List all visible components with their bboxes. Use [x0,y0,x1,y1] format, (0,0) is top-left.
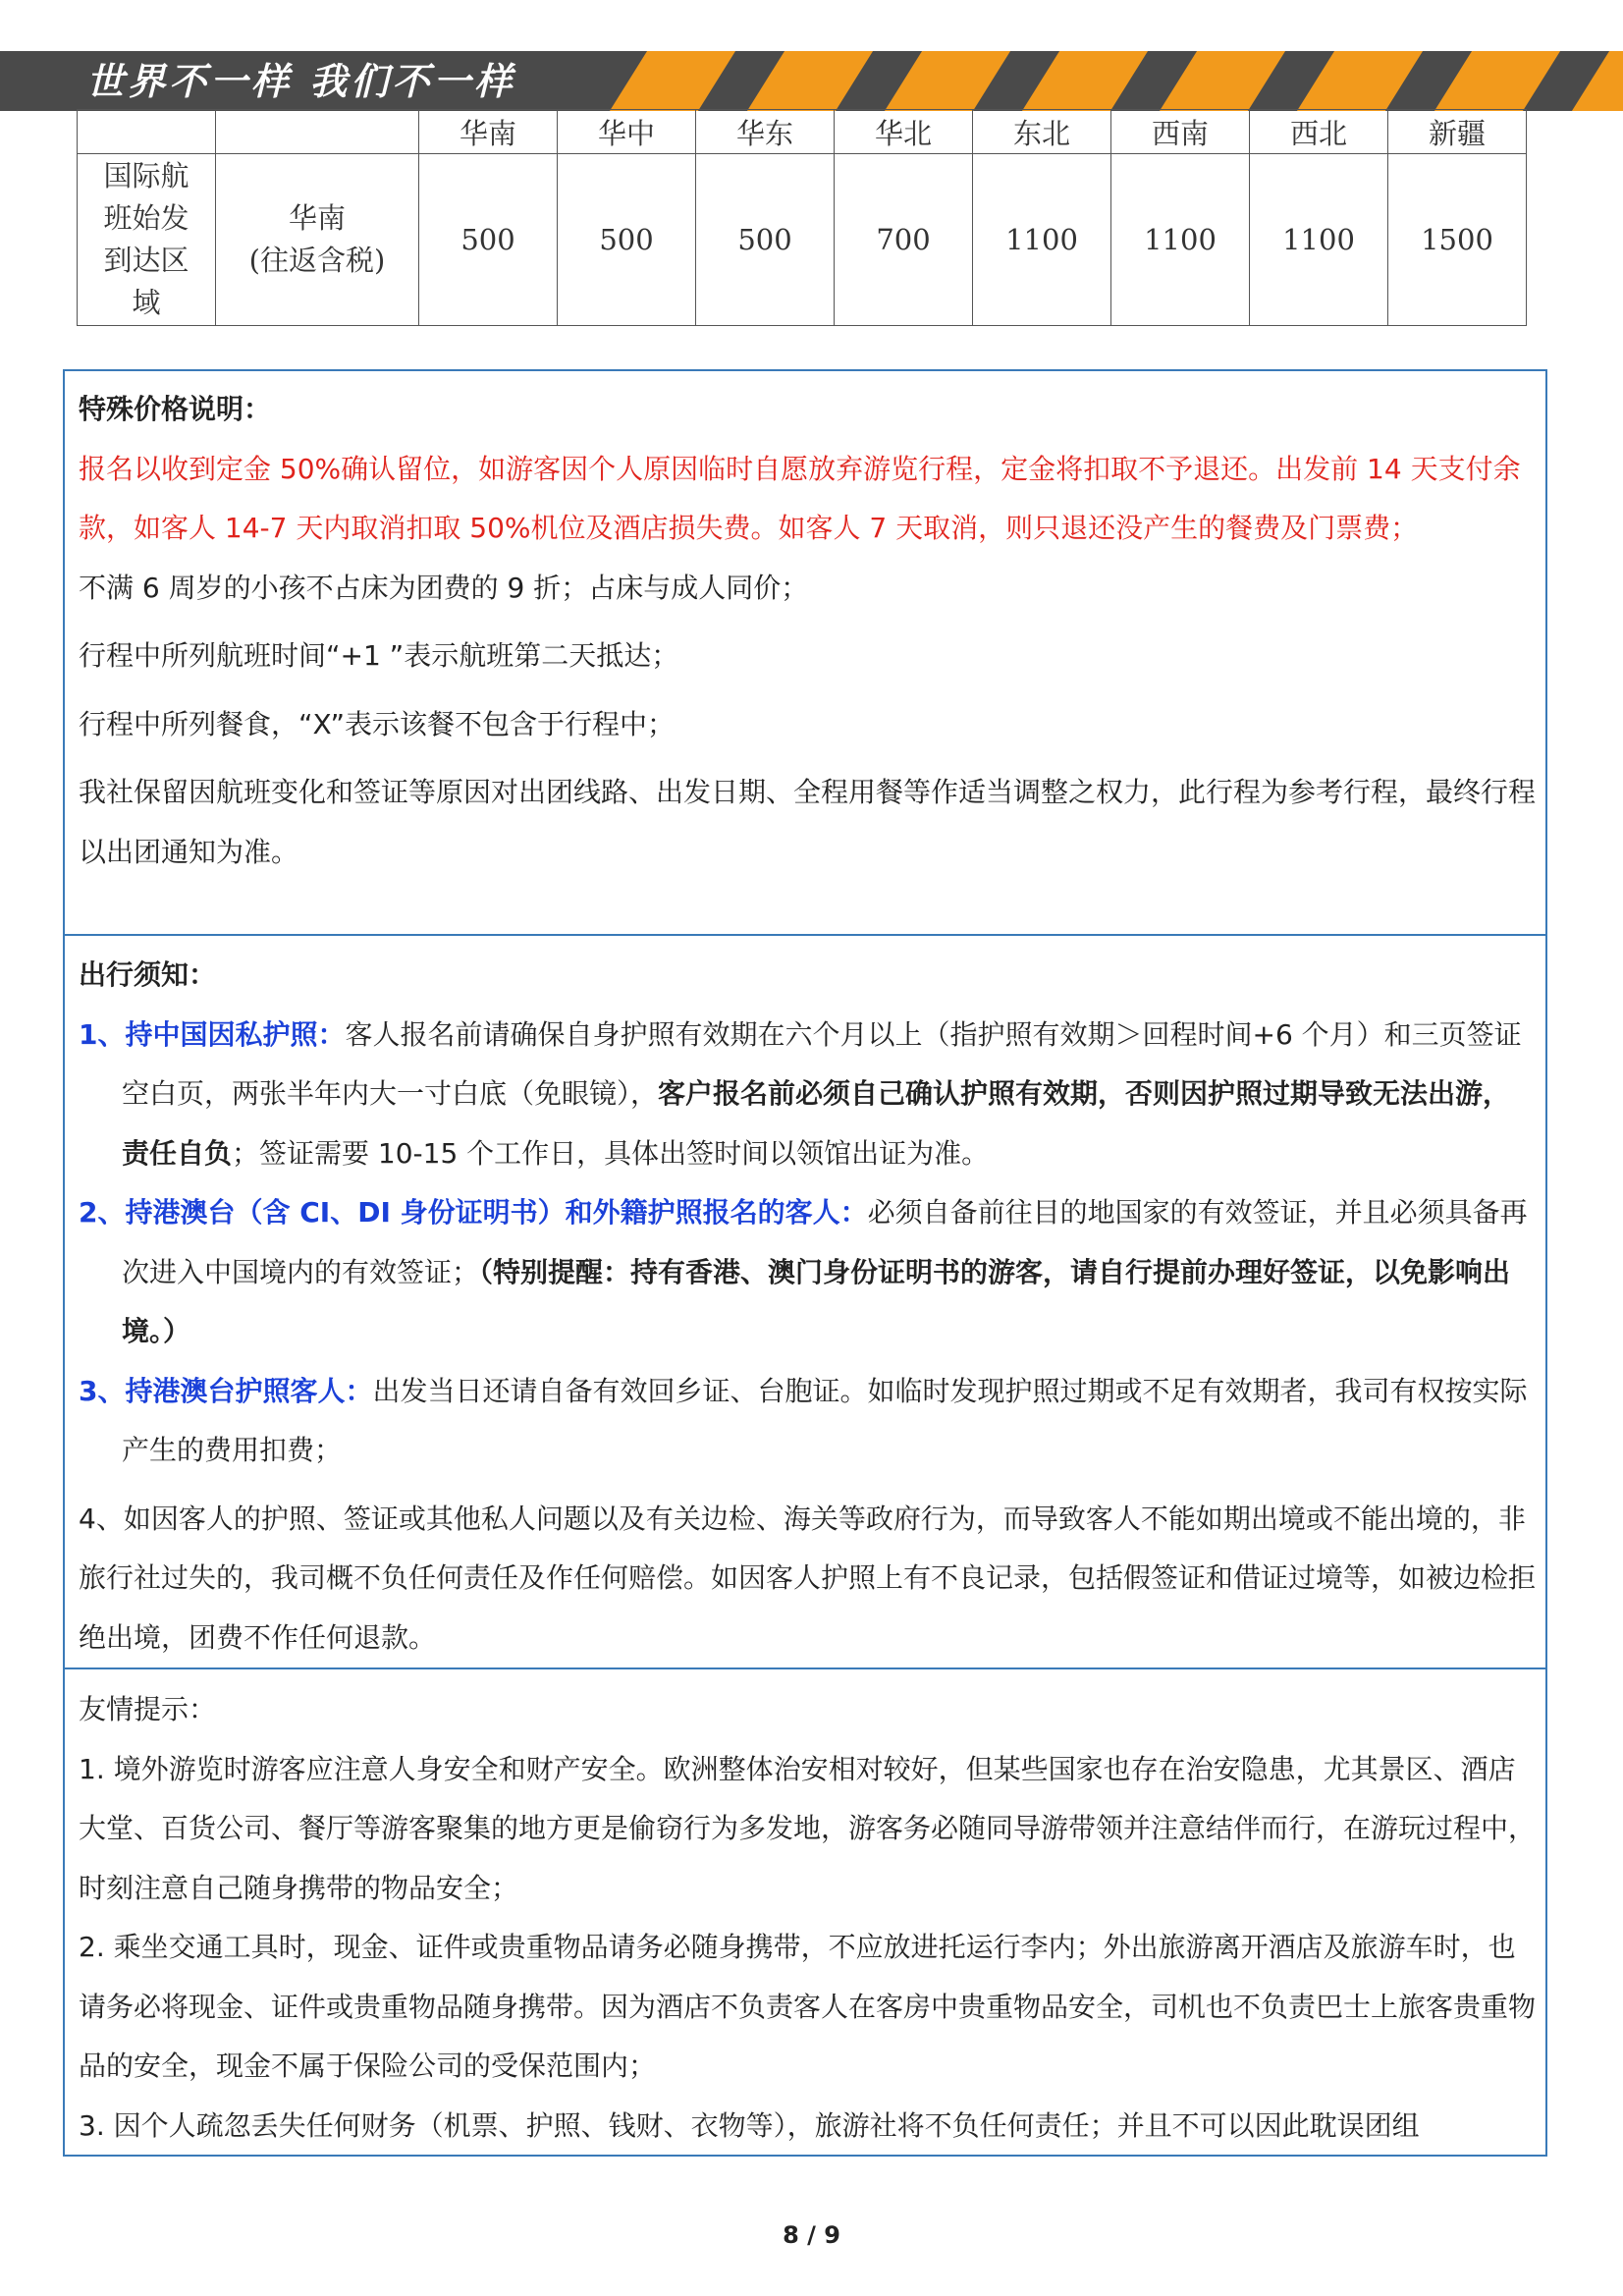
banner-stripe [610,51,735,111]
region-header: 华北 [835,110,973,154]
banner-slogan: 世界不一样 我们不一样 [86,59,516,103]
row-label-cell [78,154,216,326]
flight-time-note: 行程中所列航班时间“+1 ”表示航班第二天抵达； [79,639,679,672]
section-divider [63,1667,1547,1669]
notice-item-1-tail: ；签证需要 10-15 个工作日，具体出签时间以领馆出证为准。 [232,1136,990,1170]
section-divider [63,934,1547,936]
notice-item-3 [79,1362,1538,1481]
banner-stripe [1297,51,1423,111]
child-price-note: 不满 6 周岁的小孩不占床为团费的 9 折；占床与成人同价； [79,571,809,604]
region-header: 华南 [419,110,558,154]
price-cell: 700 [835,154,973,326]
region-header: 东北 [973,110,1111,154]
notice-item-3-label: 3、持港澳台护照客人： [79,1374,373,1407]
price-cell: 500 [696,154,835,326]
region-header: 新疆 [1388,110,1527,154]
header-banner [0,51,1623,111]
notice-item-1-label: 1、持中国因私护照： [79,1017,346,1051]
deposit-policy-text: 报名以收到定金 50%确认留位，如游客因个人原因临时自愿放弃游览行程，定金将扣取不予退还。出发前 14 天支付余款，如客人 14-7 天内取消扣取 50%机位及酒店损失费。如客人 7 天取消，则只退还没产生的餐费及门票费； [79,452,1521,544]
table-header-row [78,110,1527,154]
notice-item-2-label: 2、持港澳台（含 CI、DI 身份证明书）和外籍护照报名的客人： [79,1196,868,1229]
notice-item-4: 4、如因客人的护照、签证或其他私人问题以及有关边检、海关等政府行为，而导致客人不能如期出境或不能出境的，非旅行社过失的，我司概不负任何责任及作任何赔偿。如因客人护照上有不良记录，包括假签证和借证过境等，如被边检拒绝出境，团费不作任何退款。 [79,1502,1537,1654]
travel-notice-title: 出行须知： [79,958,217,991]
meal-note: 行程中所列餐食，“X”表示该餐不包含于行程中； [79,707,676,740]
region-header: 西南 [1111,110,1250,154]
banner-stripe [1160,51,1285,111]
banner-stripe [885,51,1010,111]
page-number: 8 / 9 [783,2221,840,2249]
banner-stripe [1022,51,1148,111]
region-header: 华东 [696,110,835,154]
friendly-tips-section [79,1680,1538,2156]
price-cell: 500 [558,154,696,326]
banner-stripe [1572,51,1623,111]
banner-stripe [1434,51,1560,111]
notice-item-3-text: 出发当日还请自备有效回乡证、台胞证。如临时发现护照过期或不足有效期者，我司有权按实际产生的费用扣费； [122,1374,1528,1466]
row-label-line: 班始发 [103,201,189,235]
notice-item-2-bold: （特别提醒：持有香港、澳门身份证明书的游客，请自行提前办理好签证，以免影响出境。） [122,1255,1511,1347]
friendly-tips-title: 友情提示： [79,1693,217,1725]
price-cell: 1100 [1250,154,1388,326]
tip-2: 2. 乘坐交通工具时，现金、证件或贵重物品请务必随身携带，不应放进托运行李内；外出旅游离开酒店及旅游车时，也请务必将现金、证件或贵重物品随身携带。因为酒店不负责客人在客房中贵重物品安全，司机也不负责巴士上旅客贵重物品的安全，现金不属于保险公司的受保范围内； [79,1931,1537,2082]
table-header-blank [216,110,419,154]
price-cell: 1100 [973,154,1111,326]
origin-line: 华南 [288,201,346,235]
row-label-line: 到达区 [103,244,189,277]
tip-1: 1. 境外游览时游客应注意人身安全和财产安全。欧洲整体治安相对较好，但某些国家也存在治安隐患，尤其景区、酒店大堂、百货公司、餐厅等游客聚集的地方更是偷窃行为多发地，游客务必随同导游带领并注意结伴而行，在游玩过程中，时刻注意自己随身携带的物品安全； [79,1752,1537,1904]
table-row [78,154,1527,326]
row-label-line: 域 [132,286,161,319]
origin-cell [216,154,419,326]
table-header-blank [78,110,216,154]
row-label-line: 国际航 [103,159,189,192]
notice-item-2-text: 必须自备前往目的地国家的有效签证，并且必须具备再次进入中国境内的有效签证； [122,1196,1528,1288]
banner-stripe [747,51,873,111]
notice-item-1-text: 客人报名前请确保自身护照有效期在六个月以上（指护照有效期＞回程时间+6 个月）和三页签证空白页，两张半年内大一寸白底（免眼镜）， [122,1017,1522,1110]
special-price-title: 特殊价格说明： [79,393,272,425]
region-header: 华中 [558,110,696,154]
notice-item-1 [79,1006,1538,1184]
region-header: 西北 [1250,110,1388,154]
notice-item-1-bold: 客户报名前必须自己确认护照有效期，否则因护照过期导致无法出游，责任自负 [122,1077,1511,1170]
price-cell: 1500 [1388,154,1527,326]
special-price-section [79,380,1538,882]
origin-line: (往返含税) [248,244,386,277]
notice-item-2 [79,1183,1538,1362]
itinerary-adjust-note: 我社保留因航班变化和签证等原因对出团线路、出发日期、全程用餐等作适当调整之权力，此行程为参考行程，最终行程以出团通知为准。 [79,776,1537,868]
price-table [77,109,1527,326]
travel-notice-section [79,946,1538,1667]
tip-3: 3. 因个人疏忽丢失任何财务（机票、护照、钱财、衣物等），旅游社将不负任何责任；并且不可以因此耽误团组 [79,2108,1420,2142]
price-cell: 500 [419,154,558,326]
price-cell: 1100 [1111,154,1250,326]
